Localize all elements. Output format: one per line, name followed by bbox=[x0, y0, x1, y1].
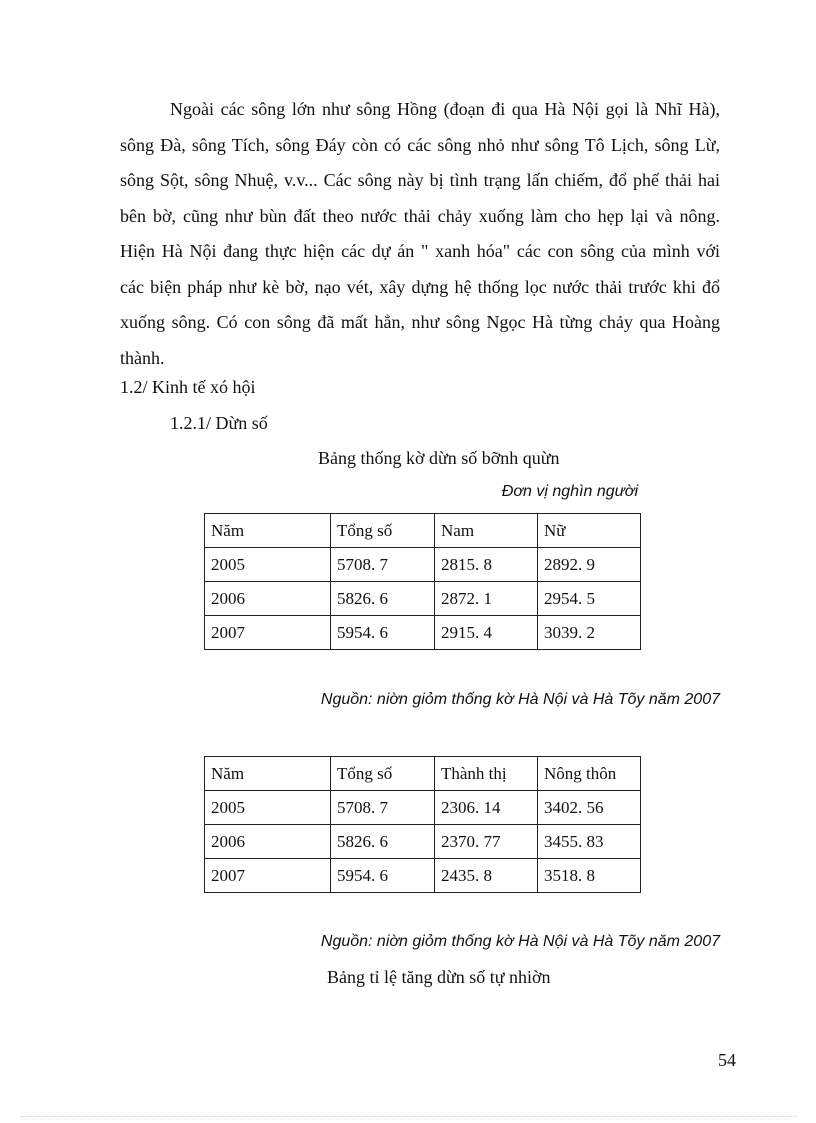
table-row bbox=[205, 582, 641, 616]
table-header-cell: Tổng số bbox=[331, 757, 435, 791]
table-cell: 2005 bbox=[205, 548, 331, 582]
paragraph-line: sông Sột, sông Nhuệ, v.v... Các sông này bị tình trạng lấn chiếm, đổ phế thải hai bbox=[120, 170, 720, 190]
paragraph-line: sông Đà, sông Tích, sông Đáy còn có các sông nhỏ như sông Tô Lịch, sông Lừ, bbox=[120, 134, 720, 155]
section-heading: 1.2/ Kinh tế xó hội bbox=[120, 377, 256, 397]
paragraph-line: thành. bbox=[120, 347, 165, 368]
table-row bbox=[205, 859, 641, 893]
table1-title: Bảng thống kờ dừn số bỡnh quừn bbox=[318, 448, 560, 468]
table-cell: 2892. 9 bbox=[538, 548, 641, 582]
page-divider bbox=[20, 1116, 796, 1117]
table-cell: 5708. 7 bbox=[331, 548, 435, 582]
table1-unit: Đơn vị nghìn người bbox=[501, 483, 638, 500]
table3-title: Bảng tỉ lệ tăng dừn số tự nhiờn bbox=[327, 967, 551, 987]
table1-source: Nguồn: niờn giỏm thống kờ Hà Nội và Hà Tõy năm 2007 bbox=[320, 691, 720, 708]
table-row bbox=[205, 548, 641, 582]
table-cell: 3039. 2 bbox=[538, 616, 641, 650]
table-cell: 5826. 6 bbox=[331, 582, 435, 616]
population-table-gender bbox=[204, 513, 641, 650]
table-cell: 2370. 77 bbox=[435, 825, 538, 859]
table-cell: 5954. 6 bbox=[331, 616, 435, 650]
table-cell: 2006 bbox=[205, 582, 331, 616]
table-cell: 2872. 1 bbox=[435, 582, 538, 616]
table-cell: 5708. 7 bbox=[331, 791, 435, 825]
paragraph-line: các biện pháp như kè bờ, nạo vét, xây dựng hệ thống lọc nước thải trước khi đổ bbox=[120, 276, 720, 297]
body-paragraph bbox=[120, 92, 720, 376]
table-header-cell: Tổng số bbox=[331, 514, 435, 548]
table-cell: 2006 bbox=[205, 825, 331, 859]
table-header-row bbox=[205, 757, 641, 791]
table2-source: Nguồn: niờn giỏm thống kờ Hà Nội và Hà Tõy năm 2007 bbox=[320, 933, 720, 950]
table-cell: 3402. 56 bbox=[538, 791, 641, 825]
population-table-urban-rural bbox=[204, 756, 641, 893]
table-cell: 2435. 8 bbox=[435, 859, 538, 893]
subsection-heading: 1.2.1/ Dừn số bbox=[170, 413, 268, 433]
table-row bbox=[205, 616, 641, 650]
table-cell: 5954. 6 bbox=[331, 859, 435, 893]
table-header-cell: Nam bbox=[435, 514, 538, 548]
page-number: 54 bbox=[718, 1050, 736, 1070]
table-row bbox=[205, 825, 641, 859]
table-header-row bbox=[205, 514, 641, 548]
paragraph-line: xuống sông. Có con sông đã mất hẳn, như sông Ngọc Hà từng chảy qua Hoàng bbox=[120, 312, 720, 332]
table-cell: 2954. 5 bbox=[538, 582, 641, 616]
paragraph-line: bên bờ, cũng như bùn đất theo nước thải chảy xuống làm cho hẹp lại và nông. bbox=[120, 205, 720, 226]
table-cell: 2815. 8 bbox=[435, 548, 538, 582]
table-cell: 3455. 83 bbox=[538, 825, 641, 859]
table-row bbox=[205, 791, 641, 825]
table-header-cell: Nữ bbox=[538, 514, 641, 548]
table-cell: 5826. 6 bbox=[331, 825, 435, 859]
table-header-cell: Năm bbox=[205, 514, 331, 548]
table-header-cell: Nông thôn bbox=[538, 757, 641, 791]
table-cell: 2005 bbox=[205, 791, 331, 825]
table-header-cell: Năm bbox=[205, 757, 331, 791]
table-cell: 2007 bbox=[205, 616, 331, 650]
table-cell: 2007 bbox=[205, 859, 331, 893]
table-cell: 2306. 14 bbox=[435, 791, 538, 825]
paragraph-line: Ngoài các sông lớn như sông Hồng (đoạn đi qua Hà Nội gọi là Nhĩ Hà), bbox=[170, 99, 720, 119]
table-cell: 3518. 8 bbox=[538, 859, 641, 893]
table-header-cell: Thành thị bbox=[435, 757, 538, 791]
table-cell: 2915. 4 bbox=[435, 616, 538, 650]
paragraph-line: Hiện Hà Nội đang thực hiện các dự án " xanh hóa" các con sông của mình với bbox=[120, 241, 720, 261]
